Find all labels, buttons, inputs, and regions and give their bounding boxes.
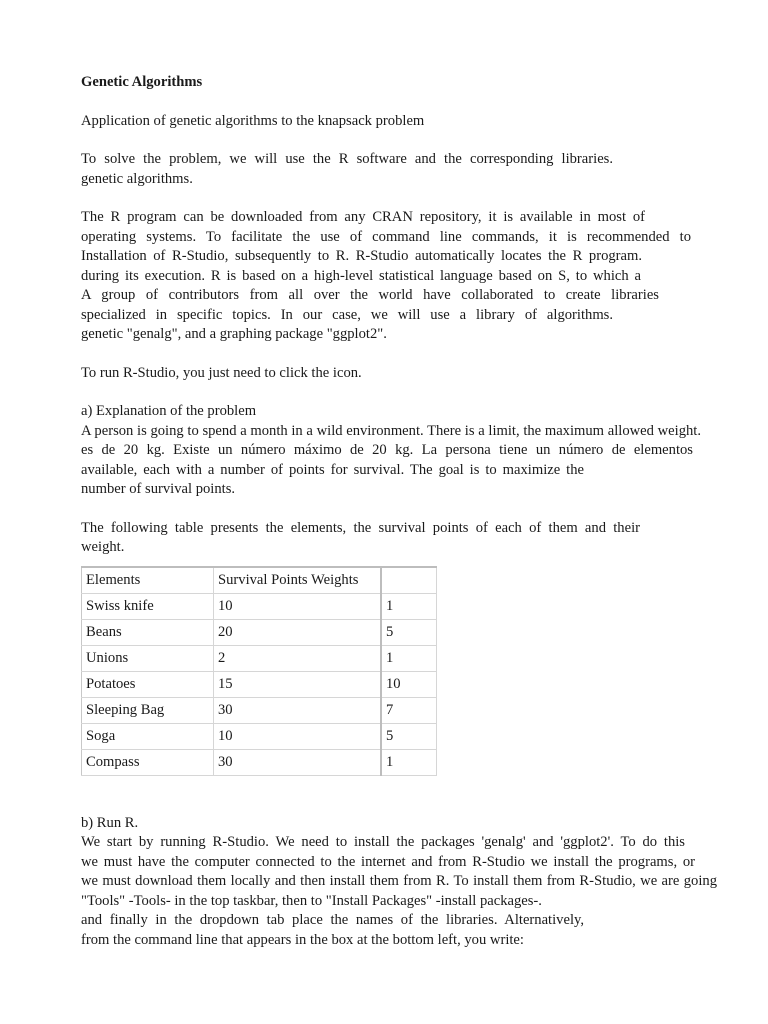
table-row	[82, 645, 437, 671]
paragraph-line: weight.	[81, 539, 125, 555]
document-page	[81, 73, 721, 950]
paragraph-line: operating systems. To facilitate the use of command line commands, it is recommended to	[81, 228, 691, 245]
document-title: Genetic Algorithms	[81, 74, 203, 90]
paragraph-line: available, each with a number of points for survival. The goal is to maximize the	[81, 461, 584, 478]
table-cell: 10	[214, 593, 382, 619]
table-cell: 30	[214, 749, 382, 775]
paragraph-line: The R program can be downloaded from any CRAN repository, it is available in most of	[81, 209, 645, 225]
table-header-cell: Elements	[82, 567, 214, 594]
paragraph-line: from the command line that appears in the box at the bottom left, you write:	[81, 931, 524, 948]
table-row	[82, 619, 437, 645]
table-cell: Soga	[82, 723, 214, 749]
paragraph-line: and finally in the dropdown tab place the names of the libraries. Alternatively,	[81, 912, 584, 928]
table-cell: 2	[214, 645, 382, 671]
paragraph-software	[81, 150, 721, 189]
table-cell: 10	[214, 723, 382, 749]
table-cell: Sleeping Bag	[82, 697, 214, 723]
table-header-cell	[381, 567, 437, 594]
paragraph-run-rstudio: To run R-Studio, you just need to click the icon.	[81, 364, 362, 381]
table-cell: Unions	[82, 645, 214, 671]
table-intro	[81, 519, 721, 558]
table-cell: Swiss knife	[82, 593, 214, 619]
table-header-cell: Survival Points Weights	[214, 567, 382, 594]
paragraph-line: A group of contributors from all over the world have collaborated to create libraries	[81, 287, 659, 303]
section-a-heading: a) Explanation of the problem	[81, 403, 257, 419]
table-cell: 1	[381, 593, 437, 619]
paragraph-line: The following table presents the elements, the survival points of each of them and their	[81, 519, 640, 536]
paragraph-line: we must download them locally and then install them from R. To install them from R-Studio, we are going	[81, 873, 717, 889]
section-b-heading: b) Run R.	[81, 814, 139, 831]
table-cell: 15	[214, 671, 382, 697]
paragraph-line: during its execution. R is based on a high-level statistical language based on S, to which a	[81, 267, 641, 284]
table-row	[82, 697, 437, 723]
table-header-row	[82, 567, 437, 594]
table-cell: Potatoes	[82, 671, 214, 697]
paragraph-line: genetic algorithms.	[81, 170, 193, 187]
table-cell: 5	[381, 723, 437, 749]
table-row	[82, 593, 437, 619]
paragraph-line: specialized in specific topics. In our case, we will use a library of algorithms.	[81, 306, 613, 323]
table-row	[82, 671, 437, 697]
table-cell: 30	[214, 697, 382, 723]
table-cell: 7	[381, 697, 437, 723]
table-cell: Compass	[82, 749, 214, 775]
paragraph-r-program	[81, 208, 721, 345]
table-row	[82, 749, 437, 775]
paragraph-line: es de 20 kg. Existe un número máximo de 20 kg. La persona tiene un número de elementos	[81, 442, 693, 458]
paragraph-line: genetic "genalg", and a graphing package "ggplot2".	[81, 326, 387, 342]
paragraph-line: Installation of R-Studio, subsequently to R. R-Studio automatically locates the R program.	[81, 248, 642, 264]
table-row	[82, 723, 437, 749]
paragraph-line: "Tools" -Tools- in the top taskbar, then to "Install Packages" -install packages-.	[81, 892, 542, 909]
paragraph-line: A person is going to spend a month in a wild environment. There is a limit, the maximum allowed weight.	[81, 422, 701, 439]
document-subtitle: Application of genetic algorithms to the knapsack problem	[81, 112, 425, 129]
table-cell: 1	[381, 749, 437, 775]
table-cell: 20	[214, 619, 382, 645]
items-table	[81, 566, 437, 776]
table-cell: 10	[381, 671, 437, 697]
table-cell: Beans	[82, 619, 214, 645]
paragraph-line: number of survival points.	[81, 481, 236, 497]
paragraph-line: We start by running R-Studio. We need to install the packages 'genalg' and 'ggplot2'. To do this	[81, 834, 685, 850]
table-cell: 5	[381, 619, 437, 645]
table-cell: 1	[381, 645, 437, 671]
paragraph-line: To solve the problem, we will use the R software and the corresponding libraries.	[81, 151, 613, 167]
paragraph-line: we must have the computer connected to the internet and from R-Studio we install the programs, or	[81, 853, 695, 870]
section-b	[81, 814, 721, 951]
section-a	[81, 402, 721, 500]
